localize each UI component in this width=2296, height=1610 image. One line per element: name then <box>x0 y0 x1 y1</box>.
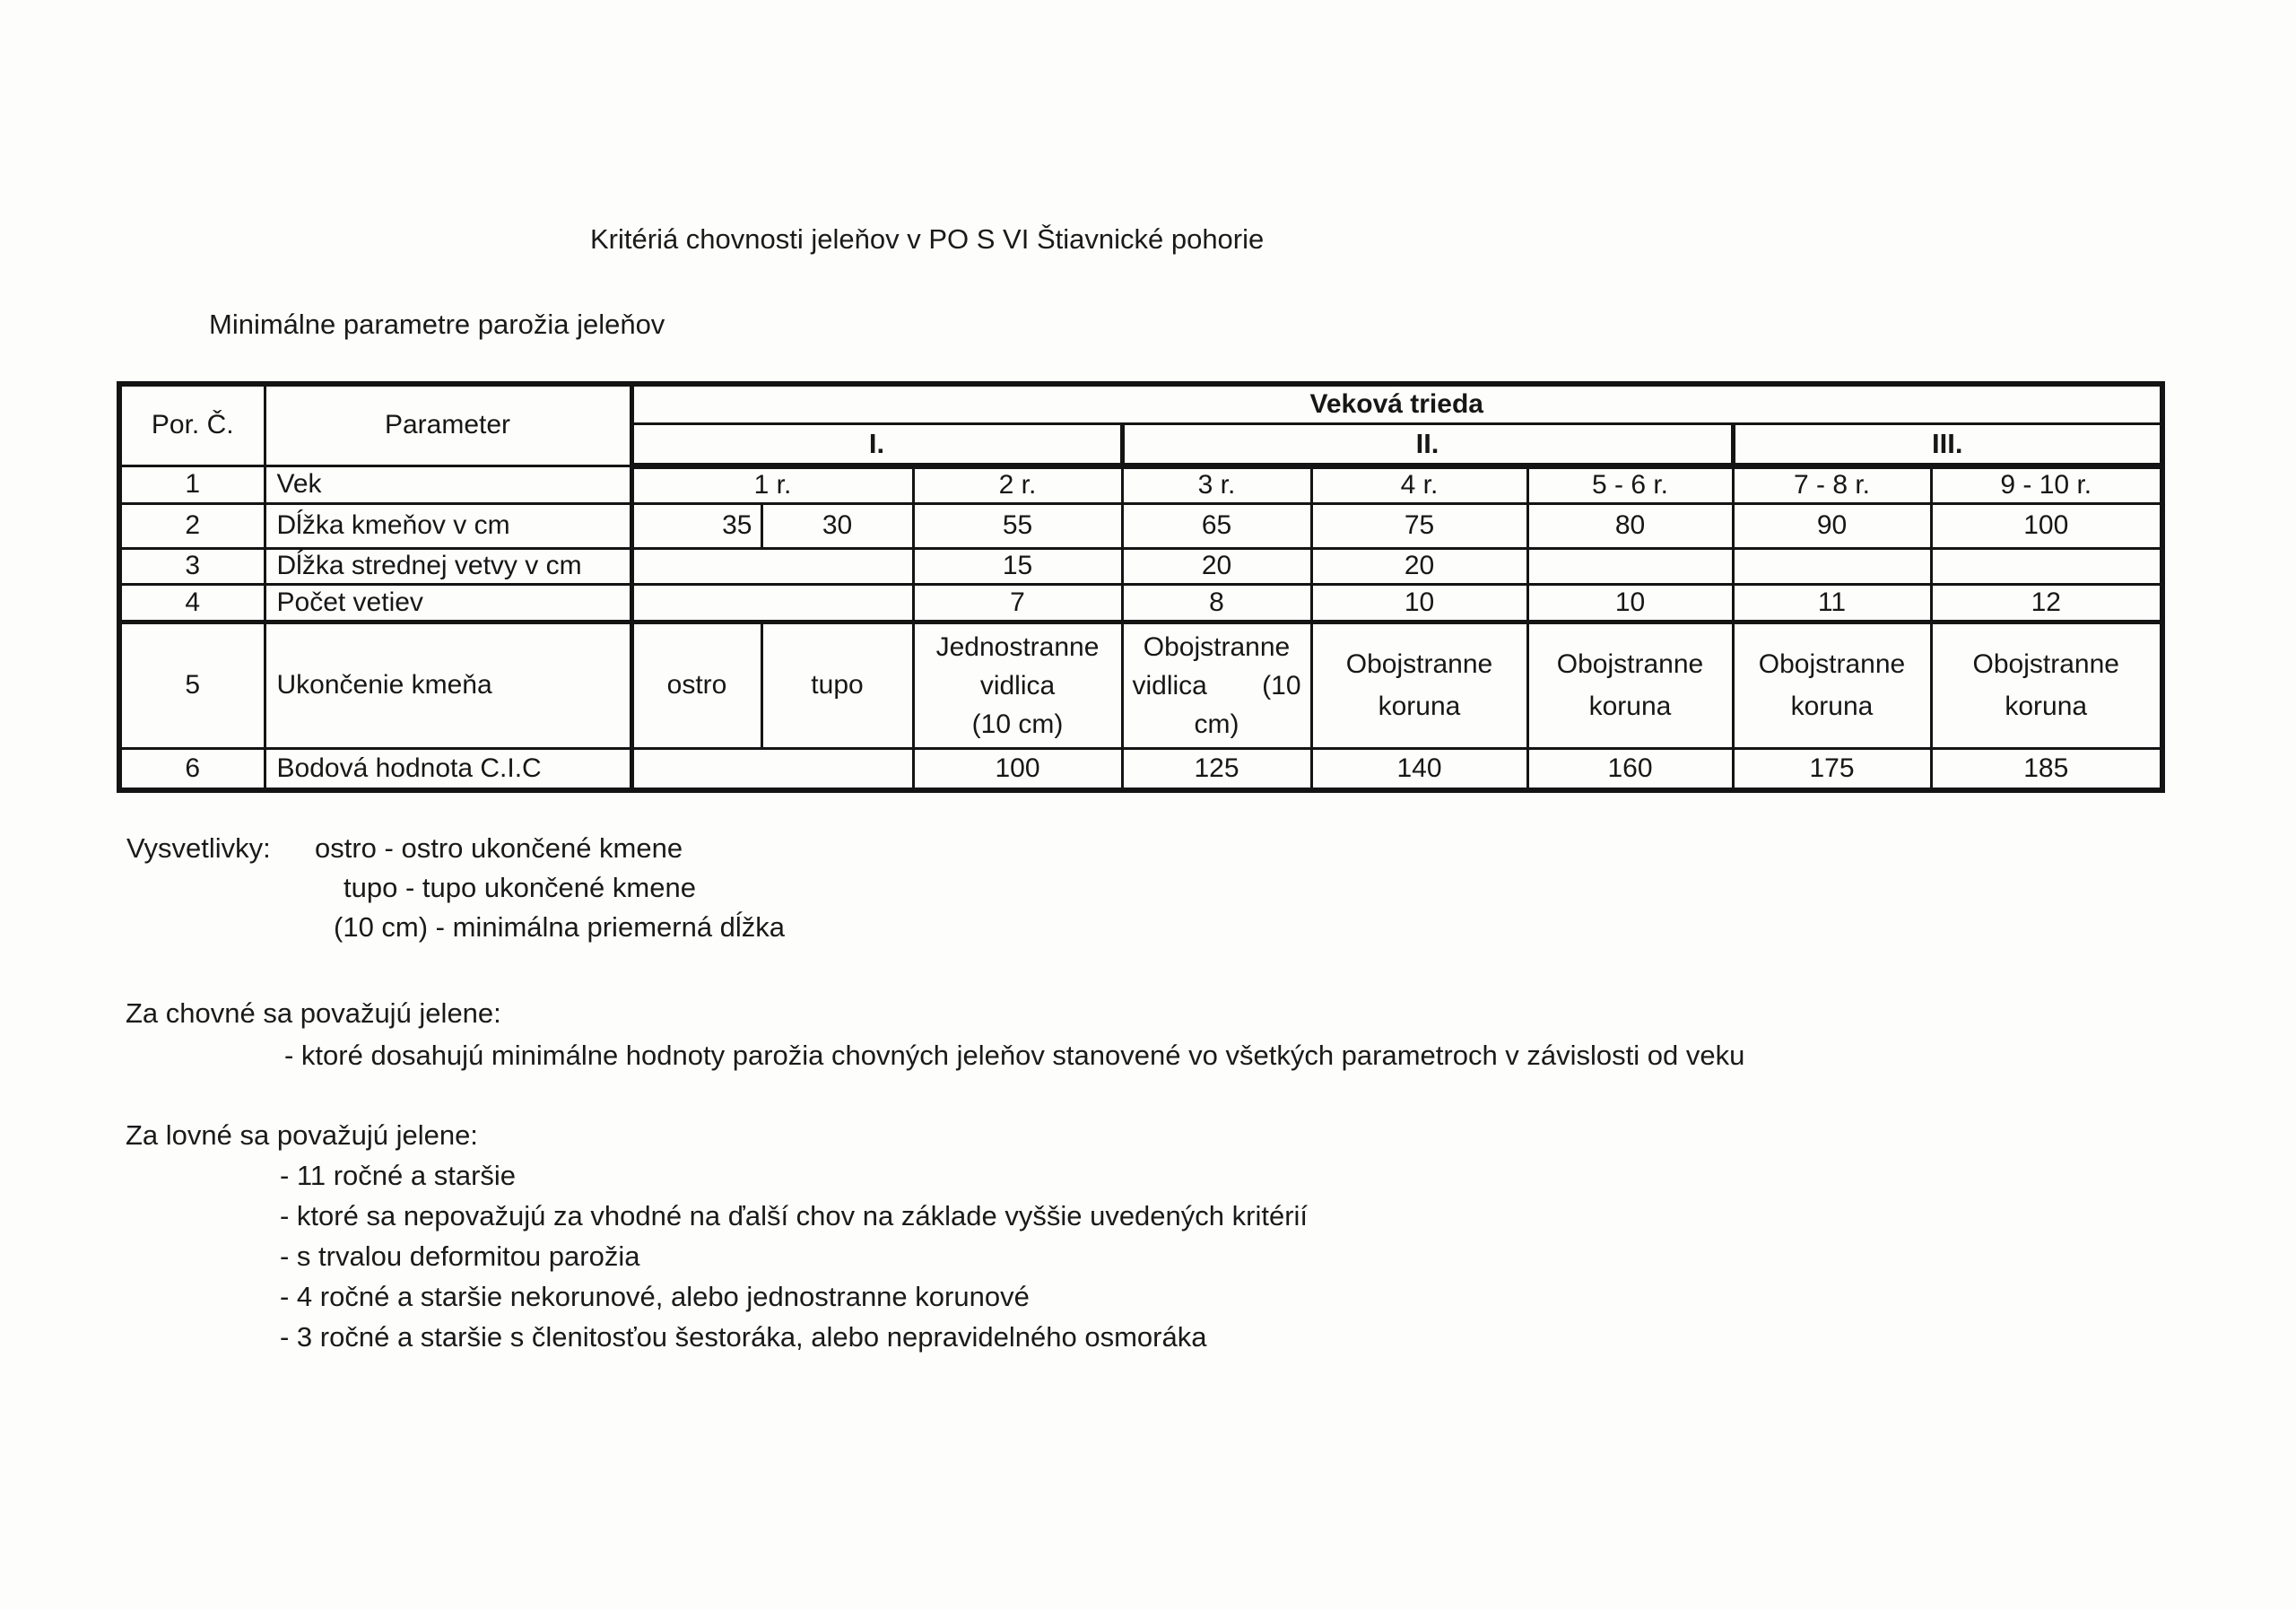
list-item: - ktoré dosahujú minimálne hodnoty parožia chovných jeleňov stanovené vo všetkých parametroch v závislosti od veku <box>284 1040 1745 1071</box>
row-number-cell: 2 <box>119 503 265 548</box>
cell-line: Obojstranne <box>1758 649 1906 679</box>
parameter-cell: Dĺžka strednej vetvy v cm <box>265 548 631 584</box>
cell-line: Jednostranne <box>935 631 1100 662</box>
cell-line: koruna <box>1378 692 1461 721</box>
age-7-8r-cell: 7 - 8 r. <box>1733 466 1931 503</box>
table-row <box>119 548 2162 584</box>
age-4r-cell: 4 r. <box>1311 466 1527 503</box>
age-3r-cell: 3 r. <box>1122 466 1311 503</box>
value-cell-empty <box>1527 548 1733 584</box>
value-cell: tupo <box>761 622 913 748</box>
table-row <box>119 466 2162 503</box>
age-group-I-header: I. <box>631 423 1122 466</box>
value-cell: 75 <box>1311 503 1527 548</box>
row-number-cell: 3 <box>119 548 265 584</box>
value-cell-empty <box>1733 548 1931 584</box>
cell-line: Obojstranne <box>1345 649 1493 679</box>
value-cell <box>913 622 1122 748</box>
parameter-cell: Vek <box>265 466 631 503</box>
row-number-cell: 5 <box>119 622 265 748</box>
value-cell: 15 <box>913 548 1122 584</box>
section-heading: Za lovné sa považujú jelene: <box>126 1119 478 1151</box>
age-1r-cell: 1 r. <box>631 466 913 503</box>
cell-line-part: (10 <box>1262 670 1301 701</box>
value-cell: 90 <box>1733 503 1931 548</box>
value-cell-empty <box>631 548 913 584</box>
value-cell: 10 <box>1311 584 1527 622</box>
value-cell <box>1311 622 1527 748</box>
value-cell: 55 <box>913 503 1122 548</box>
value-cell: 125 <box>1122 748 1311 790</box>
table-row <box>119 622 2162 748</box>
table-row <box>119 503 2162 548</box>
value-cell: 7 <box>913 584 1122 622</box>
value-cell: 11 <box>1733 584 1931 622</box>
criteria-table <box>117 381 2165 793</box>
value-cell: 175 <box>1733 748 1931 790</box>
legend-line: (10 cm) - minimálna priemerná dĺžka <box>334 911 786 943</box>
value-cell: 185 <box>1931 748 2162 790</box>
value-cell: 30 <box>761 503 913 548</box>
cell-line: vidlica <box>979 670 1056 701</box>
row-number-cell: 4 <box>119 584 265 622</box>
value-cell: 80 <box>1527 503 1733 548</box>
parameter-cell: Bodová hodnota C.I.C <box>265 748 631 790</box>
list-item: - 3 ročné a staršie s členitosťou šestoráka, alebo nepravidelného osmoráka <box>280 1321 1207 1353</box>
value-cell <box>1527 622 1733 748</box>
list-item: - 11 ročné a staršie <box>280 1160 517 1191</box>
col-header-por-c: Por. Č. <box>119 384 265 466</box>
cell-line: Obojstranne <box>1972 649 2119 679</box>
age-class-header: Veková trieda <box>631 384 2162 423</box>
table-row <box>119 584 2162 622</box>
list-item: - s trvalou deformitou parožia <box>280 1240 640 1272</box>
page-subtitle: Minimálne parametre parožia jeleňov <box>209 309 665 340</box>
cell-line: Obojstranne <box>1556 649 1704 679</box>
cell-line-part: vidlica <box>1132 670 1207 701</box>
value-cell: 65 <box>1122 503 1311 548</box>
value-cell-empty <box>1931 548 2162 584</box>
value-cell: 100 <box>913 748 1122 790</box>
row-number-cell: 6 <box>119 748 265 790</box>
value-cell: 100 <box>1931 503 2162 548</box>
legend-line: ostro - ostro ukončené kmene <box>315 832 683 864</box>
cell-line <box>1124 666 1310 705</box>
value-cell: ostro <box>631 622 761 748</box>
page-title: Kritériá chovnosti jeleňov v PO S VI Štiavnické pohorie <box>590 223 1265 255</box>
cell-line: (10 cm) <box>971 709 1064 739</box>
row-number-cell: 1 <box>119 466 265 503</box>
breeding-criteria-section <box>126 992 1744 1076</box>
value-cell <box>1733 622 1931 748</box>
parameter-cell: Ukončenie kmeňa <box>265 622 631 748</box>
value-cell: 35 <box>631 503 761 548</box>
legend-section <box>126 829 785 947</box>
value-cell: 20 <box>1122 548 1311 584</box>
value-cell-empty <box>631 584 913 622</box>
value-cell <box>1931 622 2162 748</box>
age-group-II-header: II. <box>1122 423 1733 466</box>
parameter-cell: Dĺžka kmeňov v cm <box>265 503 631 548</box>
table-row <box>119 748 2162 790</box>
age-5-6r-cell: 5 - 6 r. <box>1527 466 1733 503</box>
table-header-row <box>119 384 2162 423</box>
age-2r-cell: 2 r. <box>913 466 1122 503</box>
cell-line: cm) <box>1194 709 1239 739</box>
hunting-criteria-section <box>126 1115 1308 1357</box>
age-group-III-header: III. <box>1733 423 2162 466</box>
cell-line: koruna <box>1588 692 1672 721</box>
value-cell: 12 <box>1931 584 2162 622</box>
legend-label: Vysvetlivky: <box>126 832 271 864</box>
value-cell: 20 <box>1311 548 1527 584</box>
cell-line: Obojstranne <box>1143 631 1291 662</box>
age-9-10r-cell: 9 - 10 r. <box>1931 466 2162 503</box>
cell-line: koruna <box>1790 692 1874 721</box>
col-header-parameter: Parameter <box>265 384 631 466</box>
section-heading: Za chovné sa považujú jelene: <box>126 997 501 1029</box>
value-cell: 8 <box>1122 584 1311 622</box>
list-item: - 4 ročné a staršie nekorunové, alebo jednostranne korunové <box>280 1281 1030 1312</box>
legend-line: tupo - tupo ukončené kmene <box>344 872 696 903</box>
cell-line: koruna <box>2005 692 2088 721</box>
list-item: - ktoré sa nepovažujú za vhodné na ďalší chov na základe vyššie uvedených kritérií <box>280 1200 1309 1231</box>
value-cell: 10 <box>1527 584 1733 622</box>
value-cell <box>1122 622 1311 748</box>
value-cell-empty <box>631 748 913 790</box>
value-cell: 160 <box>1527 748 1733 790</box>
parameter-cell: Počet vetiev <box>265 584 631 622</box>
value-cell: 140 <box>1311 748 1527 790</box>
